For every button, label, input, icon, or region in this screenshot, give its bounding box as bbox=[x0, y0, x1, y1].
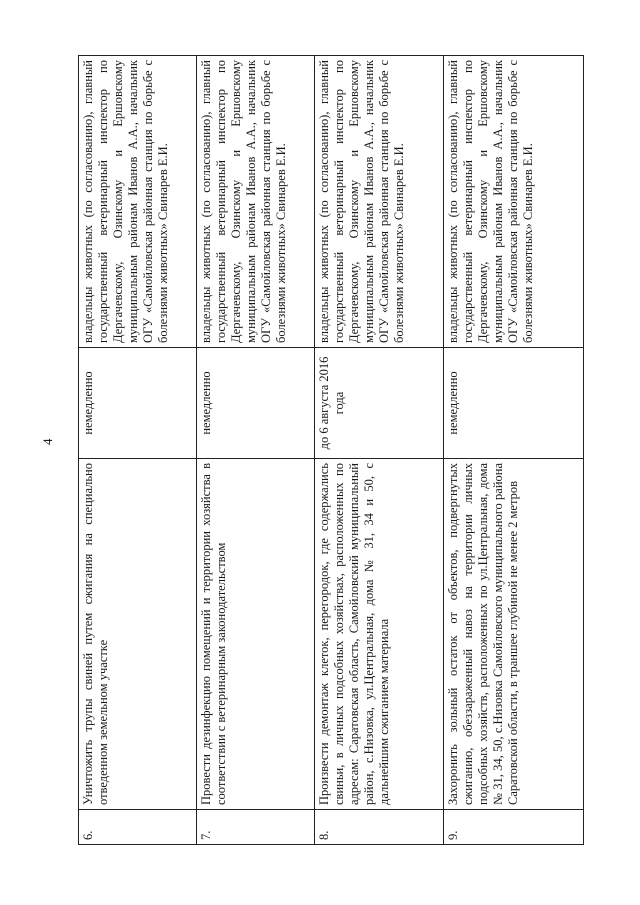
row-term: немедленно bbox=[197, 348, 315, 459]
table-row bbox=[444, 56, 584, 845]
row-responsible: владельцы животных (по согласованию), главный государственный ветеринарный инспектор по Дергачевскому, Озинскому и Ершовскому муниципальным районам Иванов А.А., начальник ОГУ «Самойловская районная станция по борьбе с болезнями животных» Свинарев Е.И. bbox=[315, 56, 444, 348]
row-responsible: владельцы животных (по согласованию), главный государственный ветеринарный инспектор по Дергачевскому, Озинскому и Ершовскому муниципальным районам Иванов А.А., начальник ОГУ «Самойловская районная станция по борьбе с болезнями животных» Свинарев Е.И. bbox=[79, 56, 197, 348]
table-row bbox=[315, 56, 444, 845]
row-number: 8. bbox=[315, 810, 444, 845]
row-number: 7. bbox=[197, 810, 315, 845]
row-number: 6. bbox=[79, 810, 197, 845]
measures-table bbox=[78, 55, 584, 845]
row-action: Провести дезинфекцию помещений и территории хозяйства в соответствии с ветеринарным законодательством bbox=[197, 459, 315, 810]
row-action: Уничтожить трупы свиней путем сжигания на специально отведенном земельном участке bbox=[79, 459, 197, 810]
row-action: Произвести демонтаж клеток, перегородок, где содержались свиньи, в личных подсобных хозяйствах, расположенных по адресам: Саратовская область, Самойловский муниципальный район, с.Низовка, ул.Центральная, дома № 31, 34 и 50, с дальнейшим сжиганием материала bbox=[315, 459, 444, 810]
row-number: 9. bbox=[444, 810, 584, 845]
table-row bbox=[197, 56, 315, 845]
row-term: немедленно bbox=[444, 348, 584, 459]
page-number: 4 bbox=[40, 438, 55, 445]
table-row bbox=[79, 56, 197, 845]
row-action: Захоронить зольный остаток от объектов, подвергнутых сжиганию, обеззараженный навоз на территории личных подсобных хозяйств, расположенных по ул.Центральная, дома № 31, 34, 50, с.Низовка Самойловского муниципального района Саратовской области, в траншее глубиной не менее 2 метров bbox=[444, 459, 584, 810]
row-responsible: владельцы животных (по согласованию), главный государственный ветеринарный инспектор по Дергачевскому, Озинскому и Ершовскому муниципальным районам Иванов А.А., начальник ОГУ «Самойловская районная станция по борьбе с болезнями животных» Свинарев Е.И. bbox=[444, 56, 584, 348]
row-term: до 6 августа 2016 года bbox=[315, 348, 444, 459]
row-responsible: владельцы животных (по согласованию), главный государственный ветеринарный инспектор по Дергачевскому, Озинскому и Ершовскому муниципальным районам Иванов А.А., начальник ОГУ «Самойловская районная станция по борьбе с болезнями животных» Свинарев Е.И. bbox=[197, 56, 315, 348]
row-term: немедленно bbox=[79, 348, 197, 459]
